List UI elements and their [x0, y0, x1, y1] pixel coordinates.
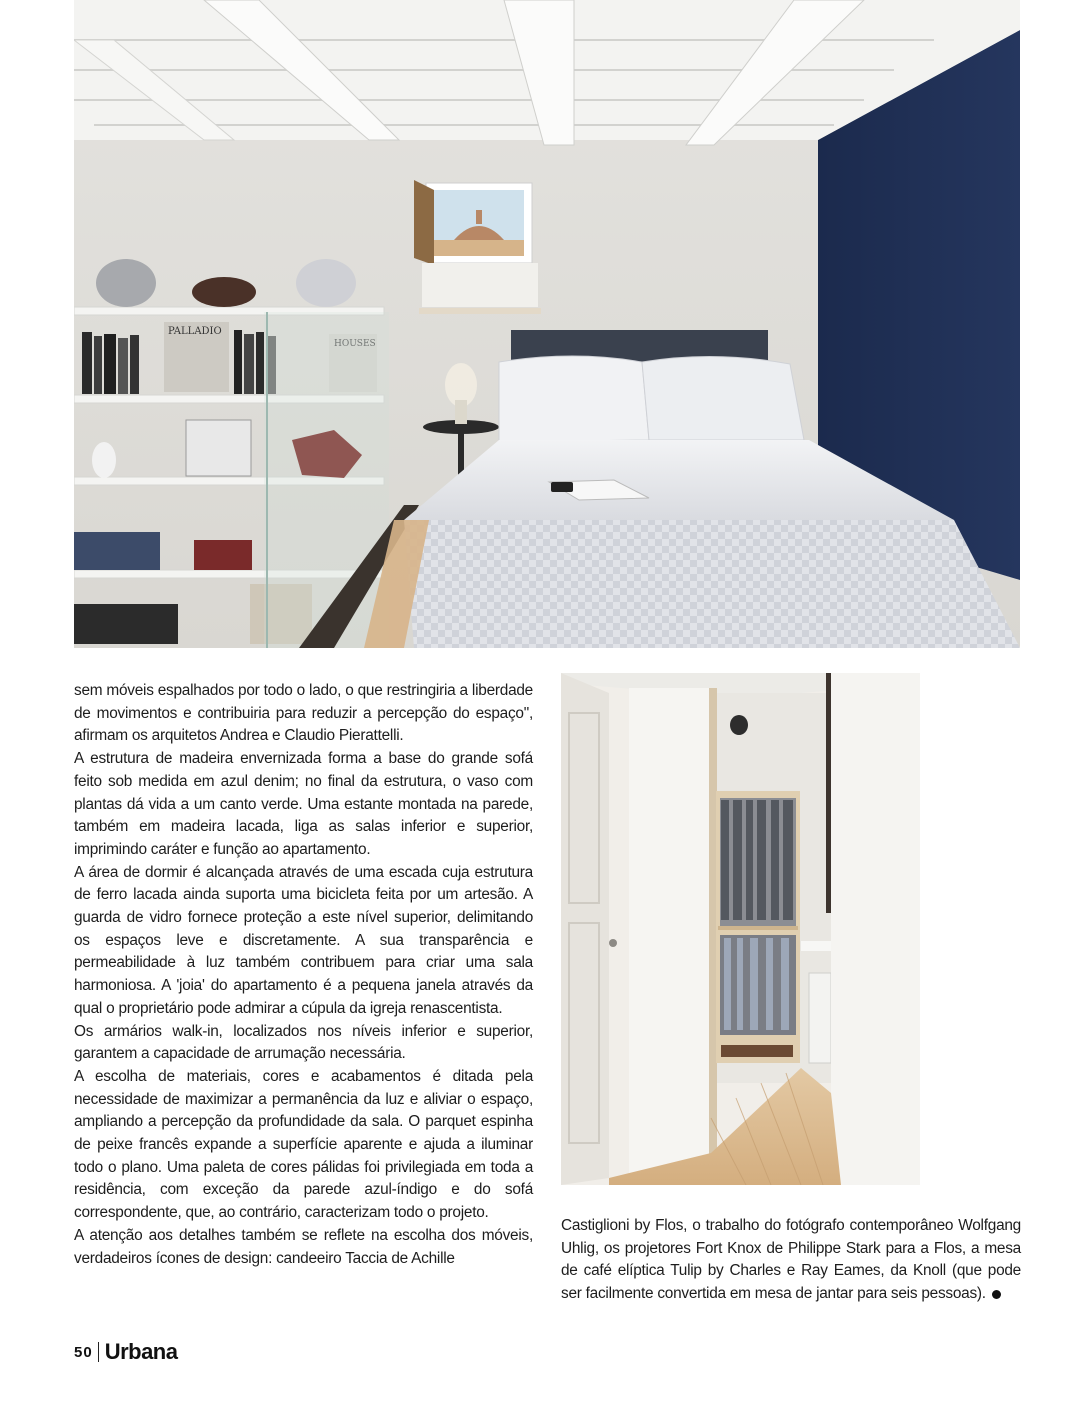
wardrobe-panel — [629, 688, 709, 1183]
magazine-name: Urbana — [104, 1339, 178, 1364]
door-handle-icon — [609, 939, 617, 947]
page-footer — [74, 1340, 177, 1364]
ceiling-lamp — [730, 715, 748, 735]
walk-in-closet-photo — [561, 673, 920, 1185]
bedroom-photo — [74, 0, 1020, 648]
end-mark-icon — [992, 1290, 1001, 1299]
svg-text:HOUSES: HOUSES — [334, 339, 376, 349]
article-body — [74, 680, 533, 1270]
caption-text: Castiglioni by Flos, o trabalho do fotógrafo contemporâneo Wolfgang Uhlig, os projetores Fort Knox de Philippe Stark para a Flos, a mesa de café elíptica Tulip by Charles e Ray Eames, da Knoll (que pode ser facilmente convertida em mesa de jantar para seis pessoas). — [561, 1217, 1021, 1303]
window-with-dome — [414, 180, 541, 314]
article-paragraph: A escolha de materiais, cores e acabamentos é ditada pela necessidade de maximizar a permanência da luz e aliviar o espaço, ampliando a percepção da profundidade da sala. O parquet espinha de peixe francês expande a superfície aparente e ajuda a iluminar todo o plano. Uma paleta de cores pálidas foi privilegiada em toda a residência, com exceção da parede azul-índigo e do sofá correspondente, que, ao contrário, caracterizam todo o projeto. — [74, 1067, 533, 1222]
article-paragraph: Os armários walk-in, localizados nos níveis inferior e superior, garantem a capacidade de arrumação necessária. — [74, 1022, 533, 1063]
article-paragraph: sem móveis espalhados por todo o lado, o que restringiria a liberdade de movimentos e contribuiria para reduzir a percepção do espaço", afirmam os arquitetos Andrea e Claudio Pierattelli. — [74, 682, 533, 745]
photo-caption — [561, 1215, 1021, 1306]
svg-text:PALLADIO: PALLADIO — [168, 326, 222, 337]
bed-throw — [404, 520, 1020, 648]
article-paragraph: A estrutura de madeira envernizada forma a base do grande sofá feito sob medida em azul denim; no final da estrutura, o vaso com plantas dá vida a um canto verde. Uma estante montada na parede, também em madeira lacada, liga as salas inferior e superior, imprimindo caráter e função ao apartamento. — [74, 750, 533, 858]
footer-divider — [98, 1342, 99, 1362]
page-number: 50 — [74, 1343, 93, 1361]
article-paragraph: A atenção aos detalhes também se reflete na escolha dos móveis, verdadeiros ícones de design: candeeiro Taccia de Achille — [74, 1226, 533, 1267]
article-paragraph: A área de dormir é alcançada através de uma escada cuja estrutura de ferro lacada ainda suporta uma bicicleta feita por um artesão. A guarda de vidro fornece proteção a este nível superior, delimitando os espaços leve e discretamente. A sua transparência e permeabilidade à luz também contribuem para criar uma sala harmoniosa. A 'joia' do apartamento é a pequena janela através da qual o proprietário pode admirar a cúpula da igreja renascentista. — [74, 863, 533, 1017]
